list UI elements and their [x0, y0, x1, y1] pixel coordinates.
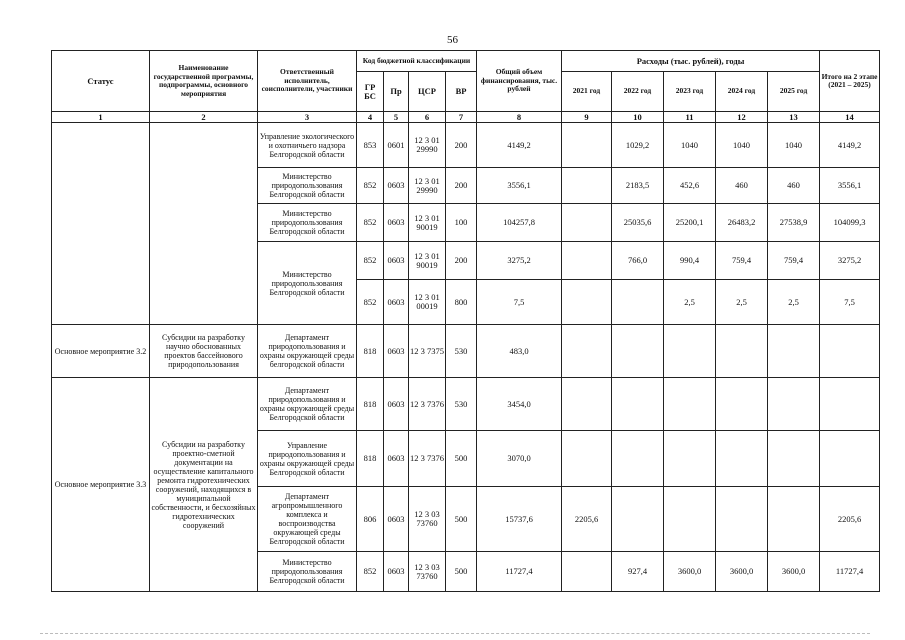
pr-cell: 0603 [384, 242, 409, 280]
year-2024-cell [716, 378, 768, 431]
year-2025-cell: 759,4 [768, 242, 820, 280]
vr-cell: 200 [446, 242, 477, 280]
budget-table [51, 50, 880, 592]
header-vr: ВР [446, 72, 477, 112]
year-2023-cell: 2,5 [664, 280, 716, 325]
year-2022-cell [612, 325, 664, 378]
header-name: Наименование государственной программы, подпрограммы, основного мероприятия [150, 51, 258, 112]
year-2021-cell [562, 204, 612, 242]
header-2024: 2024 год [716, 72, 768, 112]
year-2021-cell [562, 552, 612, 592]
year-2023-cell: 3600,0 [664, 552, 716, 592]
year-2023-cell: 452,6 [664, 168, 716, 204]
header-budget-code: Код бюджетной классификации [357, 51, 477, 72]
year-2022-cell [612, 378, 664, 431]
stage-total-cell: 11727,4 [820, 552, 880, 592]
grbs-cell: 852 [357, 242, 384, 280]
csr-cell: 12 3 01 29990 [409, 168, 446, 204]
year-2024-cell: 1040 [716, 123, 768, 168]
year-2025-cell [768, 325, 820, 378]
year-2021-cell [562, 325, 612, 378]
status-cell: Основное мероприятие 3.2 [52, 325, 150, 378]
table-row [52, 378, 880, 431]
stage-total-cell: 3275,2 [820, 242, 880, 280]
year-2024-cell [716, 431, 768, 487]
total-cell: 4149,2 [477, 123, 562, 168]
pr-cell: 0603 [384, 280, 409, 325]
column-number-row [52, 112, 880, 123]
grbs-cell: 852 [357, 204, 384, 242]
stage-total-cell: 3556,1 [820, 168, 880, 204]
responsible-cell: Министерство природопользования Белгородской области [258, 168, 357, 204]
year-2021-cell [562, 168, 612, 204]
pr-cell: 0601 [384, 123, 409, 168]
year-2022-cell [612, 431, 664, 487]
pr-cell: 0603 [384, 552, 409, 592]
stage-total-cell: 104099,3 [820, 204, 880, 242]
year-2022-cell: 1029,2 [612, 123, 664, 168]
vr-cell: 500 [446, 487, 477, 552]
header-total: Общий объем финансирования, тыс. рублей [477, 51, 562, 112]
stage-total-cell [820, 325, 880, 378]
status-cell: Основное мероприятие 3.3 [52, 378, 150, 592]
year-2022-cell: 927,4 [612, 552, 664, 592]
year-2025-cell [768, 487, 820, 552]
pr-cell: 0603 [384, 378, 409, 431]
csr-cell: 12 3 7376 [409, 378, 446, 431]
header-grbs: ГР БС [357, 72, 384, 112]
year-2024-cell: 26483,2 [716, 204, 768, 242]
name-cell: Субсидии на разработку научно обоснованных проектов бассейнового природопользования [150, 325, 258, 378]
column-number: 10 [612, 112, 664, 123]
page-number: 56 [447, 34, 458, 46]
column-number: 3 [258, 112, 357, 123]
total-cell: 104257,8 [477, 204, 562, 242]
stage-total-cell [820, 431, 880, 487]
year-2024-cell: 460 [716, 168, 768, 204]
year-2022-cell: 766,0 [612, 242, 664, 280]
year-2022-cell [612, 487, 664, 552]
year-2021-cell [562, 280, 612, 325]
vr-cell: 200 [446, 123, 477, 168]
year-2021-cell [562, 378, 612, 431]
responsible-cell: Министерство природопользования Белгородской области [258, 204, 357, 242]
total-cell: 3070,0 [477, 431, 562, 487]
grbs-cell: 818 [357, 378, 384, 431]
year-2021-cell [562, 431, 612, 487]
header-2022: 2022 год [612, 72, 664, 112]
pr-cell: 0603 [384, 204, 409, 242]
column-number: 2 [150, 112, 258, 123]
responsible-cell: Министерство природопользования Белгородской области [258, 242, 357, 325]
grbs-cell: 852 [357, 280, 384, 325]
header-2023: 2023 год [664, 72, 716, 112]
stage-total-cell: 4149,2 [820, 123, 880, 168]
total-cell: 3454,0 [477, 378, 562, 431]
year-2025-cell: 460 [768, 168, 820, 204]
year-2023-cell [664, 487, 716, 552]
year-2021-cell [562, 123, 612, 168]
pr-cell: 0603 [384, 325, 409, 378]
vr-cell: 530 [446, 378, 477, 431]
stage-total-cell: 7,5 [820, 280, 880, 325]
total-cell: 11727,4 [477, 552, 562, 592]
status-cell [52, 123, 150, 325]
table-row [52, 123, 880, 168]
csr-cell: 12 3 7376 [409, 431, 446, 487]
header-stage-total: Итого на 2 этапе (2021 – 2025) [820, 51, 880, 112]
grbs-cell: 818 [357, 431, 384, 487]
header-2025: 2025 год [768, 72, 820, 112]
grbs-cell: 852 [357, 552, 384, 592]
year-2022-cell: 25035,6 [612, 204, 664, 242]
responsible-cell: Управление природопользования и охраны окружающей среды Белгородской области [258, 431, 357, 487]
responsible-cell: Департамент природопользования и охраны окружающей среды Белгородской области [258, 378, 357, 431]
grbs-cell: 852 [357, 168, 384, 204]
responsible-cell: Министерство природопользования Белгородской области [258, 552, 357, 592]
year-2025-cell: 2,5 [768, 280, 820, 325]
year-2023-cell [664, 325, 716, 378]
column-number: 1 [52, 112, 150, 123]
name-cell: Субсидии на разработку проектно-сметной документации на осуществление капитального ремонта гидротехнических сооружений, находящихся в муниципальной собственности, и бесхозяйных гидротехнических сооружений [150, 378, 258, 592]
header-status: Статус [52, 51, 150, 112]
responsible-cell: Управление экологического и охотничьего надзора Белгородской области [258, 123, 357, 168]
column-number: 6 [409, 112, 446, 123]
csr-cell: 12 3 7375 [409, 325, 446, 378]
column-number: 8 [477, 112, 562, 123]
name-cell [150, 123, 258, 325]
year-2025-cell: 3600,0 [768, 552, 820, 592]
vr-cell: 800 [446, 280, 477, 325]
year-2022-cell [612, 280, 664, 325]
column-number: 14 [820, 112, 880, 123]
year-2024-cell [716, 487, 768, 552]
csr-cell: 12 3 03 73760 [409, 487, 446, 552]
csr-cell: 12 3 01 90019 [409, 242, 446, 280]
responsible-cell: Департамент агропромышленного комплекса и воспроизводства окружающей среды Белгородской области [258, 487, 357, 552]
csr-cell: 12 3 01 29990 [409, 123, 446, 168]
year-2024-cell: 3600,0 [716, 552, 768, 592]
responsible-cell: Департамент природопользования и охраны окружающей среды белгородской области [258, 325, 357, 378]
year-2022-cell: 2183,5 [612, 168, 664, 204]
header-csr: ЦСР [409, 72, 446, 112]
vr-cell: 530 [446, 325, 477, 378]
total-cell: 483,0 [477, 325, 562, 378]
total-cell: 3556,1 [477, 168, 562, 204]
table-row [52, 325, 880, 378]
column-number: 4 [357, 112, 384, 123]
year-2024-cell: 2,5 [716, 280, 768, 325]
pr-cell: 0603 [384, 168, 409, 204]
column-number: 13 [768, 112, 820, 123]
year-2023-cell: 25200,1 [664, 204, 716, 242]
year-2024-cell: 759,4 [716, 242, 768, 280]
year-2025-cell: 1040 [768, 123, 820, 168]
vr-cell: 200 [446, 168, 477, 204]
column-number: 12 [716, 112, 768, 123]
csr-cell: 12 3 03 73760 [409, 552, 446, 592]
year-2025-cell: 27538,9 [768, 204, 820, 242]
page-bottom-edge [40, 633, 870, 634]
year-2023-cell [664, 431, 716, 487]
stage-total-cell: 2205,6 [820, 487, 880, 552]
year-2021-cell [562, 242, 612, 280]
stage-total-cell [820, 378, 880, 431]
header-expenses: Расходы (тыс. рублей), годы [562, 51, 820, 72]
year-2025-cell [768, 378, 820, 431]
grbs-cell: 818 [357, 325, 384, 378]
column-number: 7 [446, 112, 477, 123]
year-2023-cell [664, 378, 716, 431]
year-2021-cell: 2205,6 [562, 487, 612, 552]
header-2021: 2021 год [562, 72, 612, 112]
column-number: 11 [664, 112, 716, 123]
vr-cell: 500 [446, 431, 477, 487]
csr-cell: 12 3 01 00019 [409, 280, 446, 325]
year-2025-cell [768, 431, 820, 487]
column-number: 5 [384, 112, 409, 123]
year-2023-cell: 1040 [664, 123, 716, 168]
pr-cell: 0603 [384, 487, 409, 552]
vr-cell: 500 [446, 552, 477, 592]
csr-cell: 12 3 01 90019 [409, 204, 446, 242]
year-2023-cell: 990,4 [664, 242, 716, 280]
column-number: 9 [562, 112, 612, 123]
header-responsible: Ответственный исполнитель, соисполнители, участники [258, 51, 357, 112]
total-cell: 7,5 [477, 280, 562, 325]
total-cell: 15737,6 [477, 487, 562, 552]
vr-cell: 100 [446, 204, 477, 242]
year-2024-cell [716, 325, 768, 378]
grbs-cell: 806 [357, 487, 384, 552]
header-pr: Пр [384, 72, 409, 112]
grbs-cell: 853 [357, 123, 384, 168]
pr-cell: 0603 [384, 431, 409, 487]
total-cell: 3275,2 [477, 242, 562, 280]
